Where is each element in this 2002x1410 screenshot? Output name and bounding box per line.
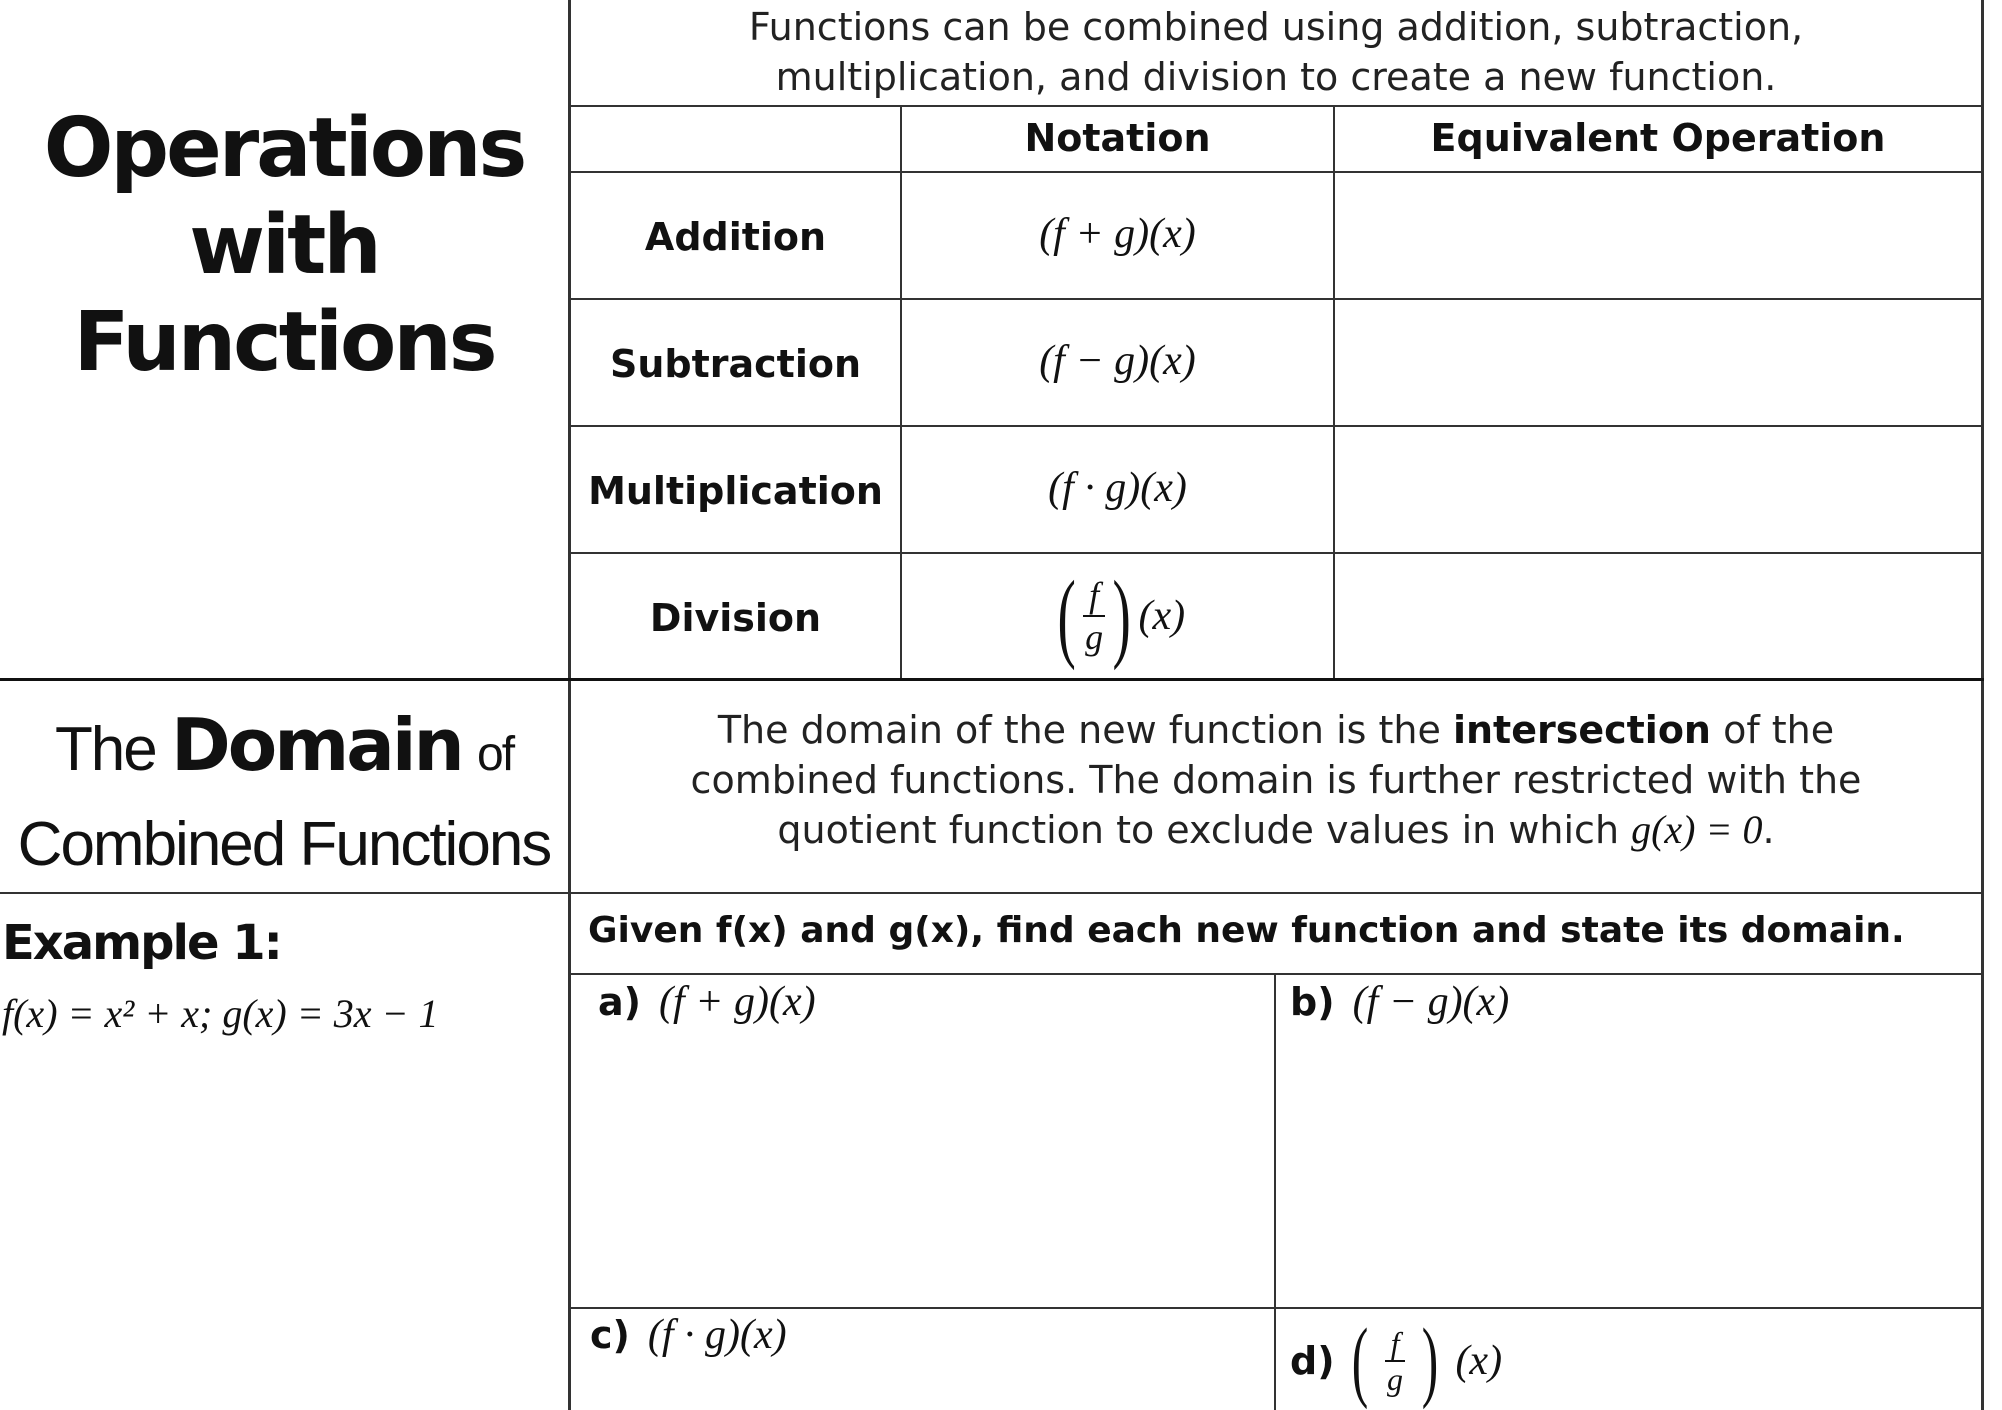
fraction-numerator: f: [1083, 575, 1105, 617]
part-b-letter: b): [1290, 980, 1335, 1024]
domain-title-the: The: [54, 715, 156, 784]
table-col-divider-2: [1333, 105, 1335, 680]
part-b[interactable]: [1290, 978, 1509, 1026]
part-c[interactable]: [590, 1311, 787, 1359]
part-c-expression: (f · g)(x): [647, 1312, 787, 1358]
domain-section-title: [0, 700, 568, 890]
page-title-line2: with Functions: [73, 198, 495, 390]
part-d-fraction: [1385, 1326, 1406, 1396]
domain-text-line3-pre: quotient function to exclude values in which: [777, 808, 1632, 852]
part-d-tail: (x): [1455, 1337, 1503, 1384]
row-label-multiplication: Multiplication: [588, 469, 883, 513]
notation-division: [902, 556, 1333, 676]
right-paren-glyph: ): [1112, 560, 1132, 671]
row-label-subtraction: Subtraction: [609, 342, 862, 386]
part-d-letter: d): [1290, 1338, 1335, 1383]
domain-text-line3-post: .: [1762, 808, 1775, 852]
left-paren-glyph: (: [1057, 560, 1076, 671]
page-title-line1: Operations: [43, 101, 525, 196]
part-a[interactable]: [598, 978, 816, 1026]
part-d[interactable]: [1290, 1311, 1502, 1410]
domain-title-domain: Domain: [171, 703, 462, 787]
domain-explanation: [571, 705, 1981, 855]
notation-addition: (f + g)(x): [1039, 211, 1196, 257]
fraction-denominator: g: [1085, 617, 1104, 657]
domain-text-condition: g(x) = 0: [1631, 807, 1763, 852]
row-divider-1: [568, 298, 1984, 300]
part-d-left-paren: (: [1351, 1310, 1368, 1410]
section-divider-example: [0, 892, 1984, 894]
example-title: Example 1:: [2, 915, 281, 971]
domain-title-line1: [0, 700, 568, 800]
domain-text-line2: combined functions. The domain is further restricted with the: [690, 758, 1862, 802]
intersection-keyword: intersection: [1452, 708, 1711, 752]
header-equivalent-operation: Equivalent Operation: [1430, 116, 1886, 160]
instruction-divider: [568, 973, 1984, 975]
notation-multiplication: (f · g)(x): [1048, 465, 1187, 511]
part-c-letter: c): [590, 1313, 630, 1357]
row-label-division: Division: [649, 596, 822, 640]
intro-text: [571, 2, 1981, 102]
domain-text-line1-pre: The domain of the new function is the: [717, 708, 1453, 752]
intro-line1: Functions can be combined using addition, subtraction,: [748, 5, 1804, 49]
part-a-letter: a): [598, 980, 642, 1024]
parts-row-divider: [568, 1307, 1984, 1309]
notation-division-tail: (x): [1138, 593, 1186, 639]
intro-line2: multiplication, and division to create a new function.: [775, 55, 1777, 99]
notation-subtraction: (f − g)(x): [1039, 338, 1196, 384]
domain-text-line3: [571, 805, 1981, 855]
part-d-denominator: g: [1387, 1360, 1403, 1397]
domain-title-of: of: [477, 728, 514, 781]
example-definition: f(x) = x² + x; g(x) = 3x − 1: [2, 991, 439, 1036]
page-title: [0, 100, 568, 391]
part-d-right-paren: ): [1422, 1310, 1439, 1410]
domain-text-line1-post: of the: [1710, 708, 1835, 752]
header-notation: Notation: [1024, 116, 1211, 160]
part-d-numerator: f: [1385, 1326, 1406, 1362]
header-row-divider: [568, 171, 1984, 173]
example-instruction: Given f(x) and g(x), find each new function and state its domain.: [588, 910, 1905, 951]
right-border: [1981, 0, 1984, 1410]
part-b-expression: (f − g)(x): [1352, 979, 1510, 1025]
row-divider-3: [568, 552, 1984, 554]
domain-text-line1: [571, 705, 1981, 755]
section-divider-domain: [0, 678, 1984, 681]
intro-divider: [568, 105, 1984, 107]
fraction-f-over-g: [1083, 575, 1105, 657]
parts-col-divider: [1274, 973, 1276, 1410]
row-divider-2: [568, 425, 1984, 427]
row-label-addition: Addition: [644, 215, 827, 259]
domain-title-line2: Combined Functions: [17, 810, 551, 879]
part-a-expression: (f + g)(x): [659, 979, 816, 1025]
